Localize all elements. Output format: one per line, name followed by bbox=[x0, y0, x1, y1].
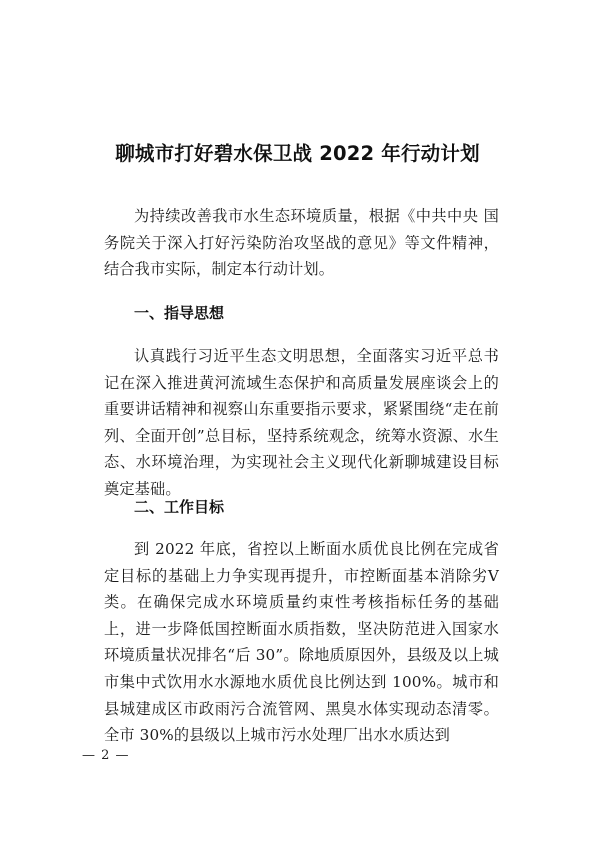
section-body-work-goals: 到 2022 年底，省控以上断面水质优良比例在完成省定目标的基础上力争实现再提升，市控断面基本消除劣Ⅴ类。在确保完成水环境质量约束性考核指标任务的基础上，进一步降低国控断面水质指数，坚决防范进入国家水环境质量状况排名“后 30”。除地质原因外，县级及以上城市集中式饮用水水源地水质优良比例达到 100%。城市和县城建成区市政雨污合流管网、黑臭水体实现动态清零。全市 30%的县级以上城市污水处理厂出水水质达到 bbox=[104, 540, 499, 745]
section-heading-guiding-ideology: 一、指导思想 bbox=[134, 304, 225, 322]
intro-paragraph: 为持续改善我市水生态环境质量，根据《中共中央 国务院关于深入打好污染防治攻坚战的意见》等文件精神，结合我市实际，制定本行动计划。 bbox=[104, 207, 499, 279]
document-title: 聊城市打好碧水保卫战 2022 年行动计划 bbox=[115, 142, 480, 165]
section-body-guiding-ideology: 认真践行习近平生态文明思想，全面落实习近平总书记在深入推进黄河流域生态保护和高质量发展座谈会上的重要讲话精神和视察山东重要指示要求，紧紧围绕“走在前列、全面开创”总目标，坚持系统观念，统筹水资源、水生态、水环境治理，为实现社会主义现代化新聊城建设目标奠定基础。 bbox=[104, 347, 499, 498]
section-heading-work-goals: 二、工作目标 bbox=[134, 498, 225, 516]
page-number: — 2 — bbox=[82, 748, 130, 763]
